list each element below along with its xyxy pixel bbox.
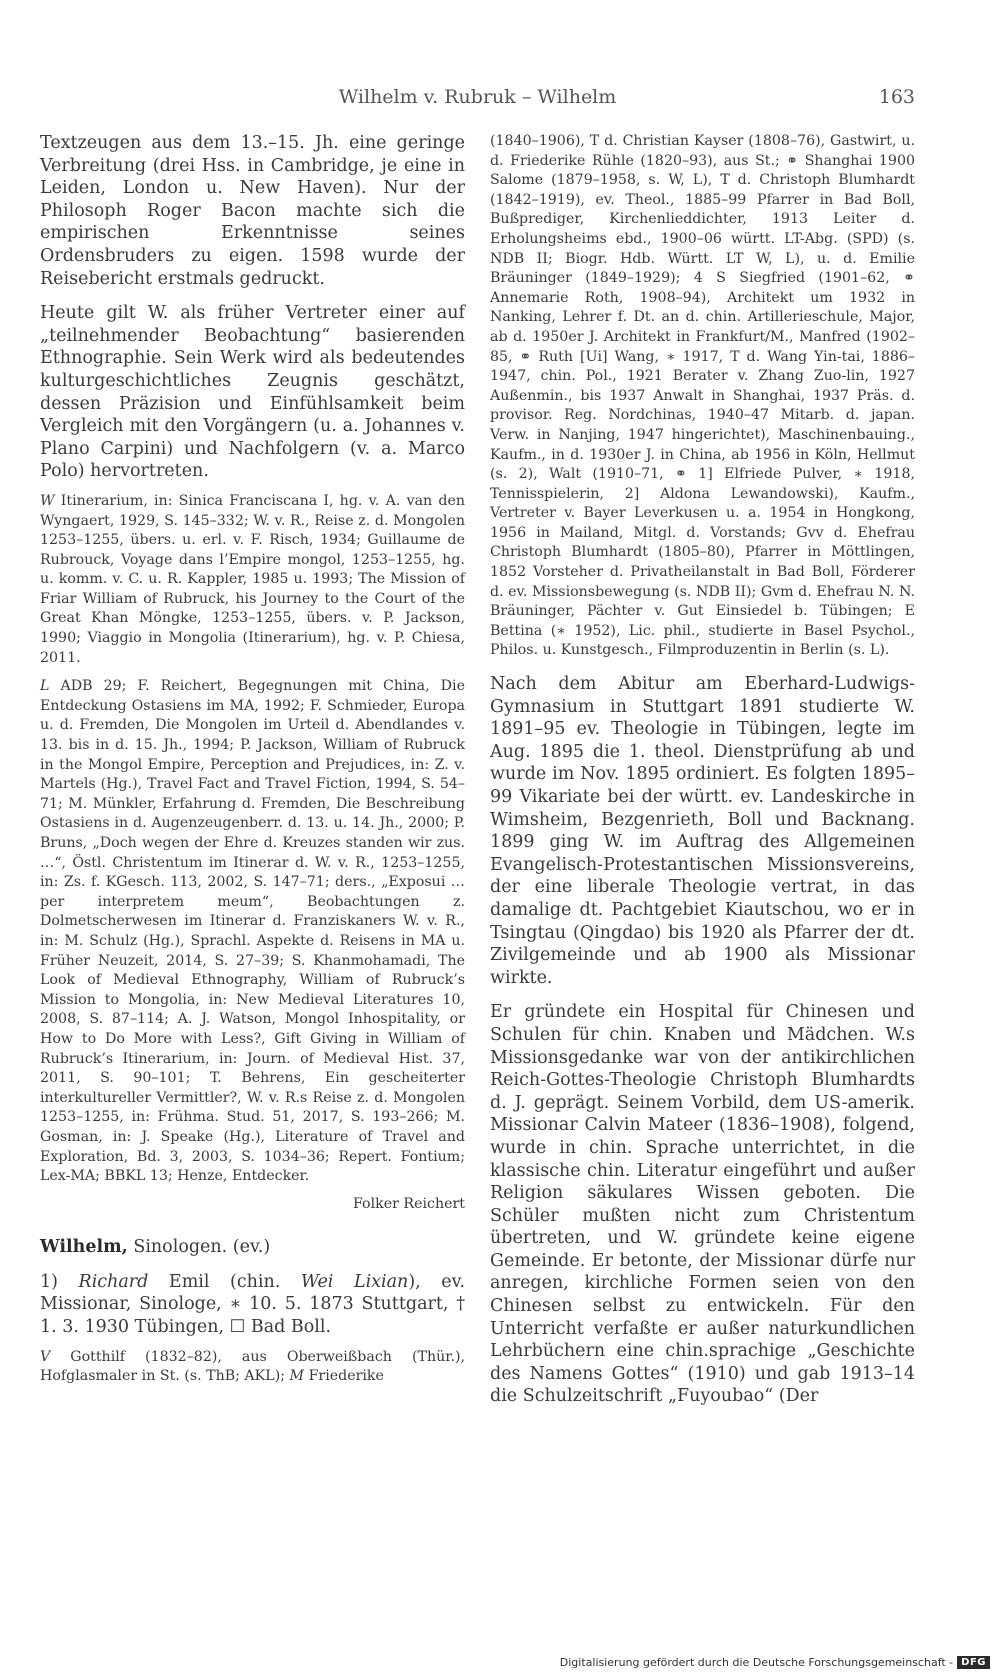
mother-tag: M bbox=[289, 1368, 305, 1385]
running-header bbox=[40, 86, 915, 114]
author-signature: Folker Reichert bbox=[352, 1195, 465, 1212]
running-title: Wilhelm v. Rubruk – Wilhelm bbox=[338, 86, 617, 108]
dfg-logo: DFG bbox=[957, 1656, 990, 1669]
father-text: Gotthilf (1832–82), aus Oberweißbach (Thür.), Hofglasmaler in St. (s. ThB; AKL); bbox=[40, 1348, 465, 1385]
father-tag: V bbox=[40, 1348, 51, 1365]
literature-text: ADB 29; F. Reichert, Begegnungen mit China, Die Entdeckung Ostasiens im MA, 1992; F. Schmieder, Europa u. d. Fremden, Die Mongolen im Urteil d. Abendlandes v. 13. bis in d. 15. Jh., 1994; P. Jackson, William of Rubruck in the Mongol Empire, Perception and Prejudices, in: Z. v. Martels (Hg.), Travel Fact and Travel Fiction, 1994, S. 54–71; M. Münkler, Erfahrung d. Fremden, Die Beschreibung Ostasiens in d. Augenzeugenberr. d. 13. u. 14. Jh., 2000; P. Bruns, „Doch wegen der Ehre d. Kreuzes standen wir zus. …“, Östl. Christentum im Itinerar d. W. v. R., 1253–1255, in: Zs. f. KGesch. 113, 2002, S. 147–71; ders., „Exposui … per interpretem meum“, Beobachtungen z. Dolmetscherwesen im Itinerar d. Franziskaners W. v. R., in: M. Schulz (Hg.), Sprachl. Aspekte d. Reisens in MA u. Früher Neuzeit, 2014, S. 27–39; S. Khanmohamadi, The Look of Medieval Ethnography, William of Rubruck’s Mission to Mongolia, in: New Medieval Literatures 10, 2008, S. 87–114; A. J. Watson, Mongol Inhospitality, or How to Do More with Less?, Gift Giving in William of Rubruck’s Itinerarium, in: Journ. of Medieval Hist. 37, 2011, S. 90–101; T. Behrens, Ein gescheiterter interkultureller Vermittler?, W. v. R.s Reise z. d. Mongolen 1253–1255, in: Frühma. Stud. 51, 2017, S. 193–266; M. Gosman, in: J. Speake (Hg.), Literature of Travel and Exploration, Bd. 3, 2003, S. 1034–36; Repert. Fontium; Lex-MA; BBKL 13; Henze, Entdecker. bbox=[40, 678, 465, 1185]
right-column bbox=[490, 132, 915, 1408]
left-column bbox=[40, 132, 465, 1387]
page-number: 163 bbox=[878, 86, 915, 108]
literature-list bbox=[40, 677, 465, 1186]
paragraph-career: Nach dem Abitur am Eberhard-Ludwigs-Gymnasium in Stuttgart 1891 studierte W. 1891–95 ev. Theologie in Tübingen, legte im Aug. 1895 die 1. theol. Dienstprüfung ab und wurde im Nov. 1895 ordiniert. Es folgten 1895–99 Vikariate bei der württ. ev. Landeskirche in Wimsheim, Bezgenrieth, Boll und Backnang. 1899 ging W. im Auftrag des Allgemeinen Evangelisch-Protestantischen Missionsvereins, der eine liberale Theologie vertrat, in das damalige dt. Pachtgebiet Kiautschou, wo er in Tsingtau (Qingdao) bis 1920 als Pfarrer der dt. Zivilgemeinde und ab 1900 als Missionar wirkte. bbox=[490, 674, 915, 988]
literature-tag: L bbox=[40, 678, 50, 695]
entry-heading-rest: Sinologen. (ev.) bbox=[127, 1237, 271, 1258]
works-tag: W bbox=[40, 492, 55, 509]
person-chinese-name: Wei Lixian bbox=[300, 1271, 409, 1292]
mother-text: Friederike bbox=[304, 1368, 384, 1385]
person-text-b: ), ev. Missionar, Sinologe, ∗ 10. 5. 1873 Stuttgart, † 1. 3. 1930 Tübingen, ☐ Bad Boll. bbox=[40, 1271, 466, 1338]
entry-heading bbox=[40, 1236, 465, 1259]
paragraph-hospital: Er gründete ein Hospital für Chinesen und Schulen für chin. Knaben und Mädchen. W.s Missionsgedanke war von der antikirchlichen Reich-Gottes-Theologie Christoph Blumhardts d. J. geprägt. Seinem Vorbild, dem US-amerik. Missionar Calvin Mateer (1836–1908), folgend, wurde in chin. Sprache unterrichtet, in die klassische chin. Literatur eingeführt und außer Religion säkulares Wissen geboten. Die Schüler mußten nicht zum Christentum übertreten, und W. gründete keine eigene Gemeinde. Er betonte, der Missionar dürfe nur anregen, kirchliche Formen seien von den Chinesen selbst zu entwickeln. Für den Unterricht verfaßte er außer naturkundlichen Lehrbüchern eine chin.sprachige „Geschichte des Namens Gottes“ (1910) und gab 1913–14 die Schulzeitschrift „Fuyoubao“ (Der bbox=[490, 1002, 915, 1407]
works-text: Itinerarium, in: Sinica Franciscana I, hg. v. A. van den Wyngaert, 1929, S. 145–332; W. v. R., Reise z. d. Mongolen 1253–1255, übers. u. erl. v. F. Risch, 1934; Guillaume de Rubrouck, Voyage dans l’Empire mongol, 1253–1255, hg. u. komm. v. C. u. R. Kappler, 1985 u. 1993; The Mission of Friar William of Rubruck, his Journey to the Court of the Great Khan Möngke, 1253–1255, übers. v. P. Jackson, 1990; Viaggio in Mongolia (Itinerarium), hg. v. P. Chiesa, 2011. bbox=[40, 492, 465, 666]
genealogy-continued: (1840–1906), T d. Christian Kayser (1808–76), Gastwirt, u. d. Friederike Rühle (1820–93), aus St.; ⚭ Shanghai 1900 Salome (1879–1958, s. W, L), T d. Christoph Blumhardt (1842–1919), ev. Theol., 1885–99 Pfarrer in Bad Boll, Bußprediger, Kirchenlieddichter, 1913 Leiter d. Erholungsheims ebd., 1900–06 württ. LT-Abg. (SPD) (s. NDB II; Biogr. Hdb. Württ. LT W, L), u. d. Emilie Bräuninger (1849–1929); 4 S Siegfried (1901–62, ⚭ Annemarie Roth, 1908–94), Architekt um 1932 in Nanking, Lehrer f. Dt. an d. chin. Artillerieschule, Major, ab d. 1950er J. Architekt in Frankfurt/M., Manfred (1902–85, ⚭ Ruth [Ui] Wang, ∗ 1917, T d. Wang Yin-tai, 1886–1947, chin. Pol., 1921 Berater v. Zhang Zuo-lin, 1927 Außenmin., bis 1937 Anwalt in Shanghai, 1937 Präs. d. provisor. Reg. Nordchinas, 1940–47 Mitarb. d. japan. Verw. in Nanjing, 1947 hingerichtet), Maschinenbauing., Kaufm., in d. 1930er J. in China, ab 1956 in Köln, Hellmut (s. 2), Walt (1910–71, ⚭ 1] Elfriede Pulver, ∗ 1918, Tennisspielerin, 2] Aldona Lewandowski), Kaufm., Vertreter v. Bayer Leverkusen u. a. 1954 in Hongkong, 1956 in Mailand, Mitgl. d. Vorstands; Gvv d. Ehefrau Christoph Blumhardt (1805–80), Pfarrer in Möttlingen, 1852 Vorsteher d. Privatheilanstalt in Bad Boll, Förderer d. ev. Missionsbewegung (s. NDB II); Gvm d. Ehefrau N. N. Bräuninger, Pächter v. Gut Einsiedel b. Tübingen; E Bettina (∗ 1952), Lic. phil., studierte in Basel Psychol., Philos. u. Kunstgesch., Filmproduzentin in Berlin (s. L). bbox=[490, 133, 915, 659]
works-list bbox=[40, 492, 465, 668]
paragraph-transmission: Textzeugen aus dem 13.–15. Jh. eine geringe Verbreitung (drei Hss. in Cambridge, je eine in Leiden, London u. New Haven). Nur der Philosoph Roger Bacon machte sich die empirischen Erkenntnisse seines Ordensbruders zu eigen. 1598 wurde der Reisebericht erstmals gedruckt. bbox=[40, 133, 465, 289]
person-number: 1) bbox=[40, 1271, 79, 1292]
entry-heading-name: Wilhelm, bbox=[40, 1237, 128, 1258]
person-name: Richard bbox=[78, 1271, 149, 1292]
digitization-footer bbox=[560, 1656, 990, 1669]
genealogy-start bbox=[40, 1348, 465, 1387]
person-intro bbox=[40, 1271, 465, 1339]
person-text-a: Emil (chin. bbox=[148, 1271, 301, 1292]
footer-text: Digitalisierung gefördert durch die Deutsche Forschungsgemeinschaft - bbox=[559, 1656, 954, 1669]
paragraph-assessment: Heute gilt W. als früher Vertreter einer auf „teilnehmender Beobachtung“ basierenden Ethnographie. Sein Werk wird als bedeutendes kulturgeschichtliches Zeugnis geschätzt, dessen Präzision und Einfühlsamkeit beim Vergleich mit den Vorgängern (u. a. Johannes v. Plano Carpini) und Nachfolgern (v. a. Marco Polo) hervortreten. bbox=[40, 303, 465, 482]
